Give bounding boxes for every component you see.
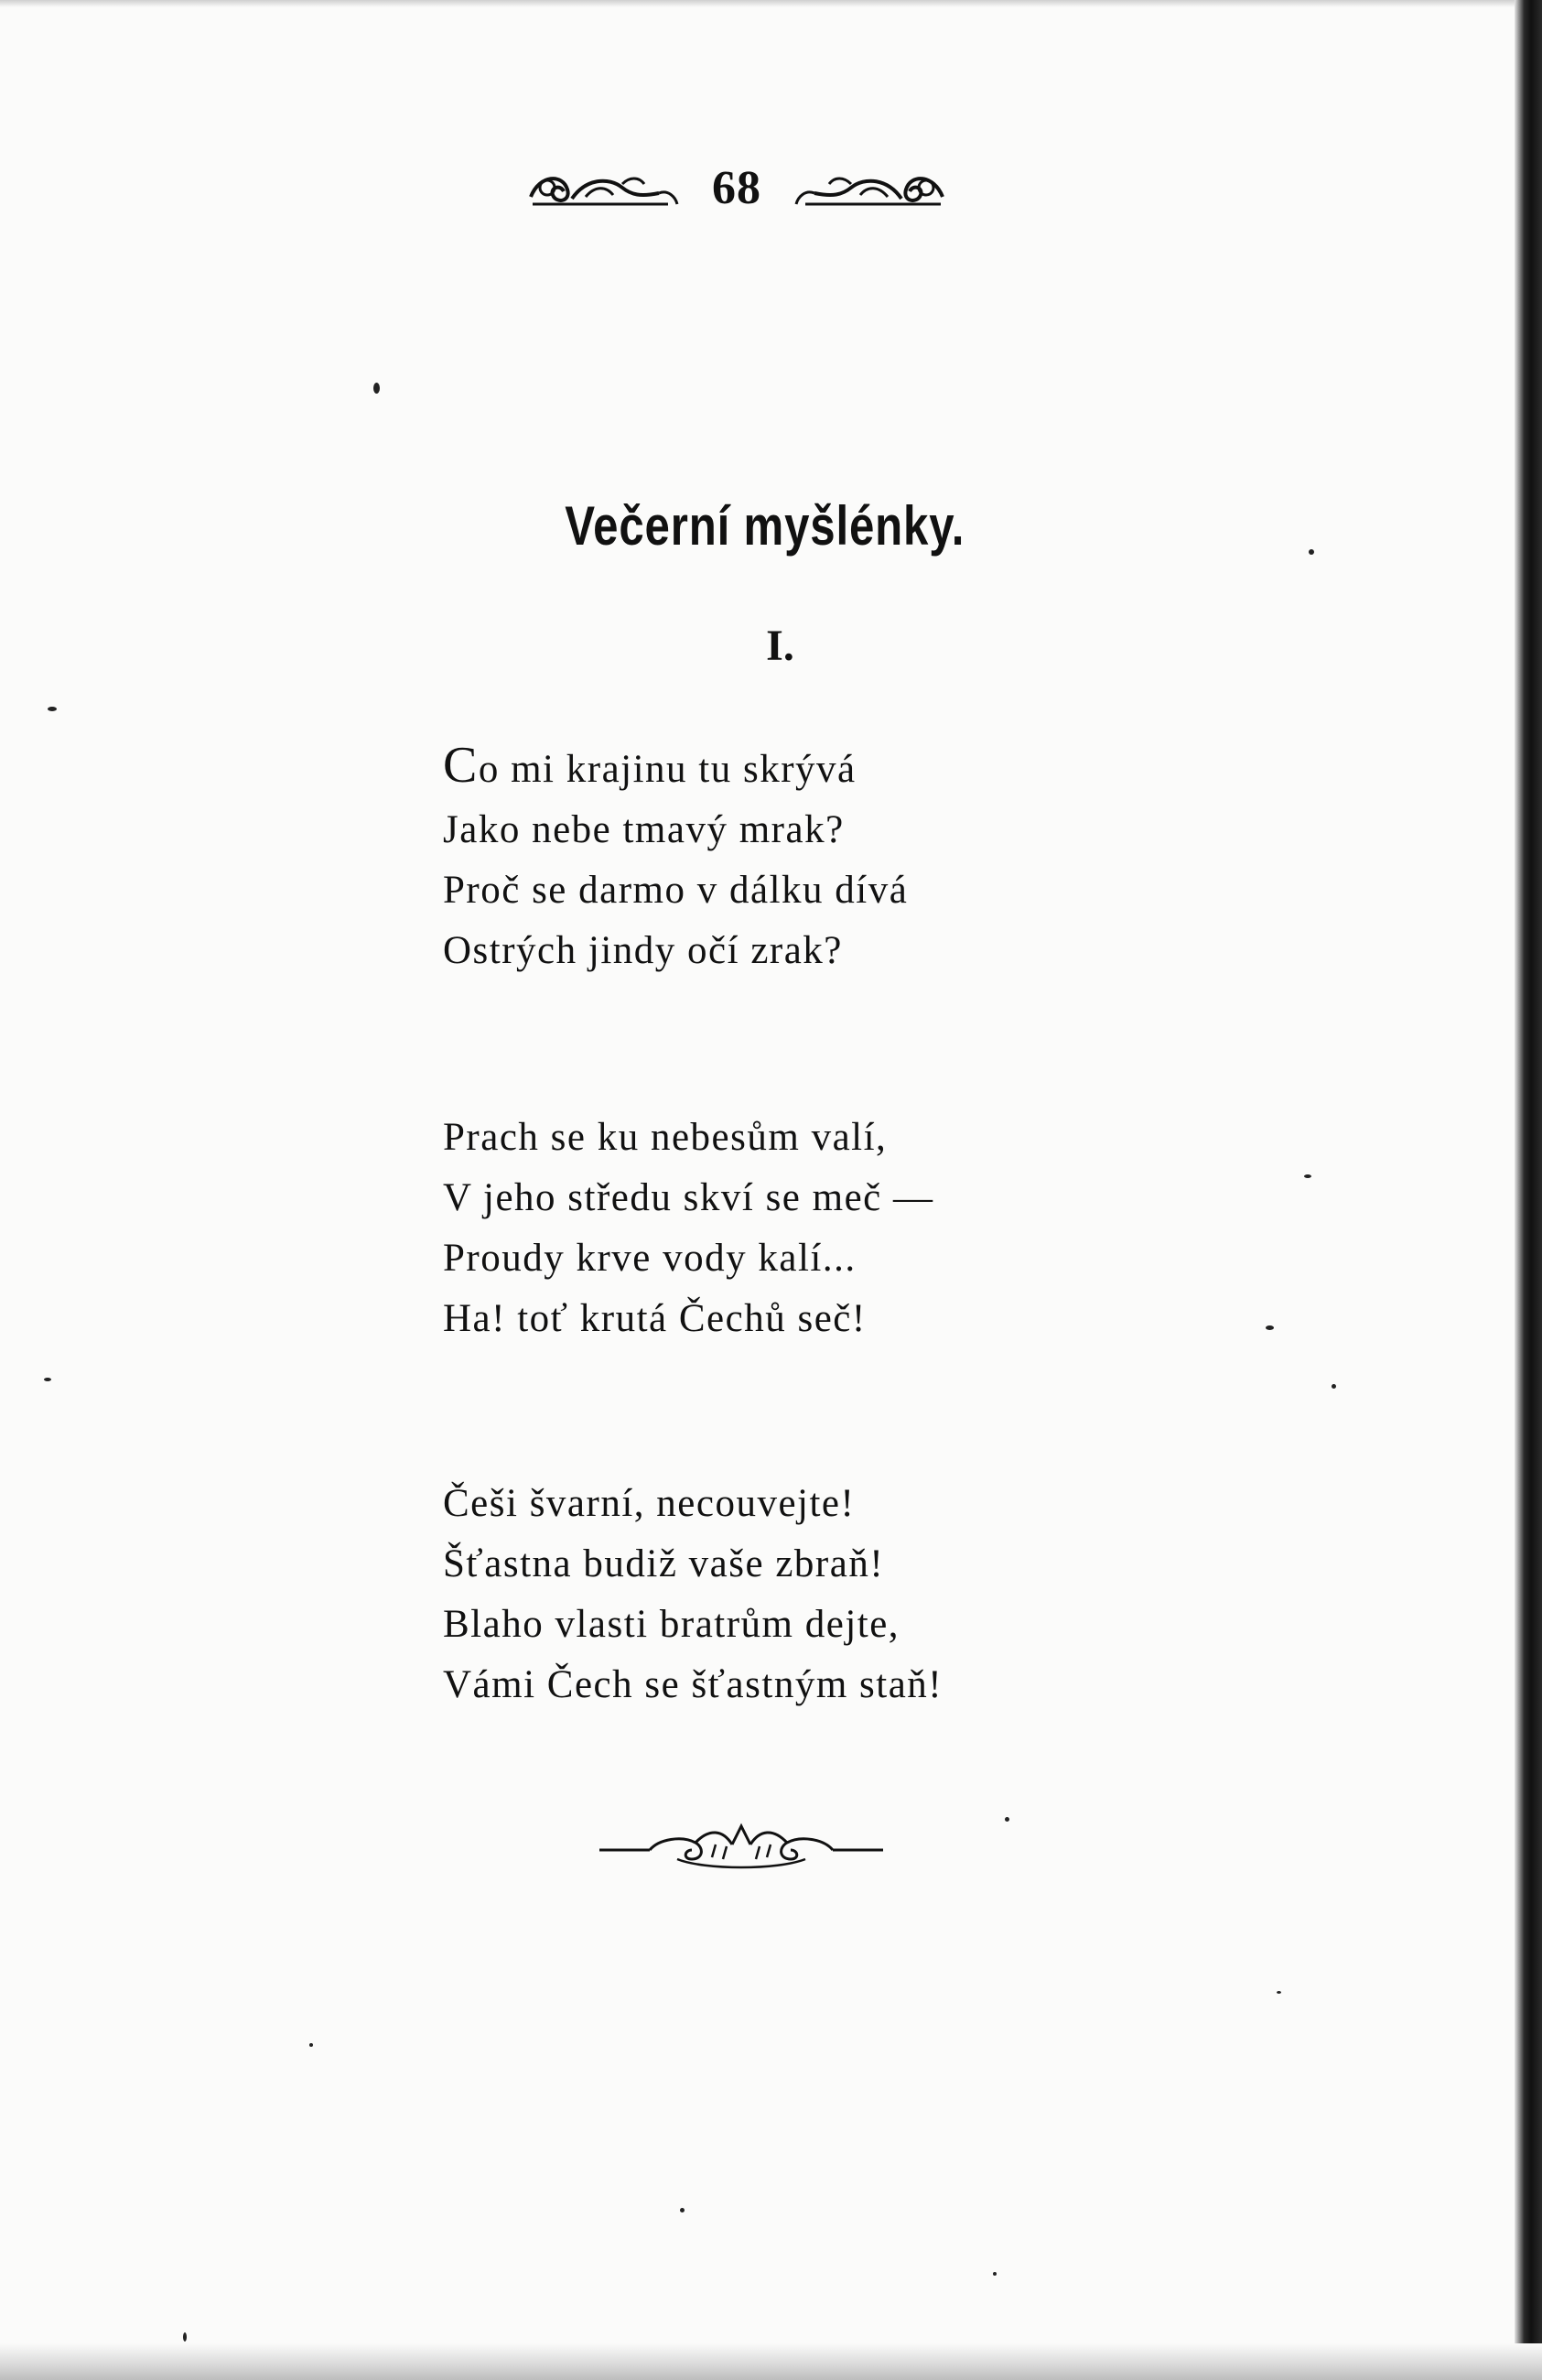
verse-line: Proč se darmo v dálku dívá	[443, 869, 909, 912]
verse-line: Co mi krajinu tu skrývá	[443, 737, 857, 794]
verse-line: Jako nebe tmavý mrak?	[443, 808, 845, 851]
floral-scroll-ornament-icon-right	[778, 160, 952, 215]
scan-speck	[1304, 1174, 1311, 1178]
scan-speck	[1309, 549, 1314, 555]
initial-capital: C	[443, 737, 479, 794]
scan-speck	[44, 1378, 51, 1381]
verse-line: Češi švarní, necouvejte!	[443, 1482, 856, 1525]
scan-edge-bottom	[0, 2343, 1542, 2380]
page-number: 68	[712, 161, 761, 214]
poem-title: Večerní myšlénky.	[565, 495, 965, 557]
verse-line: V jeho středu skví se meč —	[443, 1176, 934, 1219]
scan-speck	[680, 2208, 685, 2212]
verse-line: Proudy krve vody kalí...	[443, 1237, 857, 1280]
stanza-2	[443, 1108, 1175, 1349]
scan-speck	[1005, 1817, 1009, 1822]
stanza-3	[443, 1474, 1175, 1715]
stanza-1	[443, 737, 1175, 981]
section-number: I.	[766, 622, 794, 670]
scan-speck	[993, 2272, 997, 2276]
scan-edge-right	[1515, 0, 1542, 2380]
floral-scroll-ornament-icon	[522, 160, 696, 215]
verse-line: Blaho vlasti bratrům dejte,	[443, 1603, 900, 1646]
running-header	[522, 156, 952, 220]
scan-speck	[1266, 1325, 1274, 1330]
verse-line: Prach se ku nebesům valí,	[443, 1116, 888, 1159]
verse-line: Ostrých jindy očí zrak?	[443, 929, 843, 972]
flourish-tailpiece-icon	[595, 1817, 888, 1881]
verse-line: Ha! toť krutá Čechů seč!	[443, 1297, 867, 1340]
scan-speck	[48, 707, 57, 711]
scan-speck	[1277, 1991, 1281, 1994]
scan-edge-top	[0, 0, 1542, 7]
scan-speck	[373, 383, 380, 394]
scan-speck	[183, 2332, 187, 2342]
scan-speck	[309, 2043, 313, 2047]
verse-line: Šťastna budiž vaše zbraň!	[443, 1542, 885, 1585]
scan-speck	[1332, 1384, 1336, 1389]
verse-line: Vámi Čech se šťastným staň!	[443, 1663, 944, 1706]
